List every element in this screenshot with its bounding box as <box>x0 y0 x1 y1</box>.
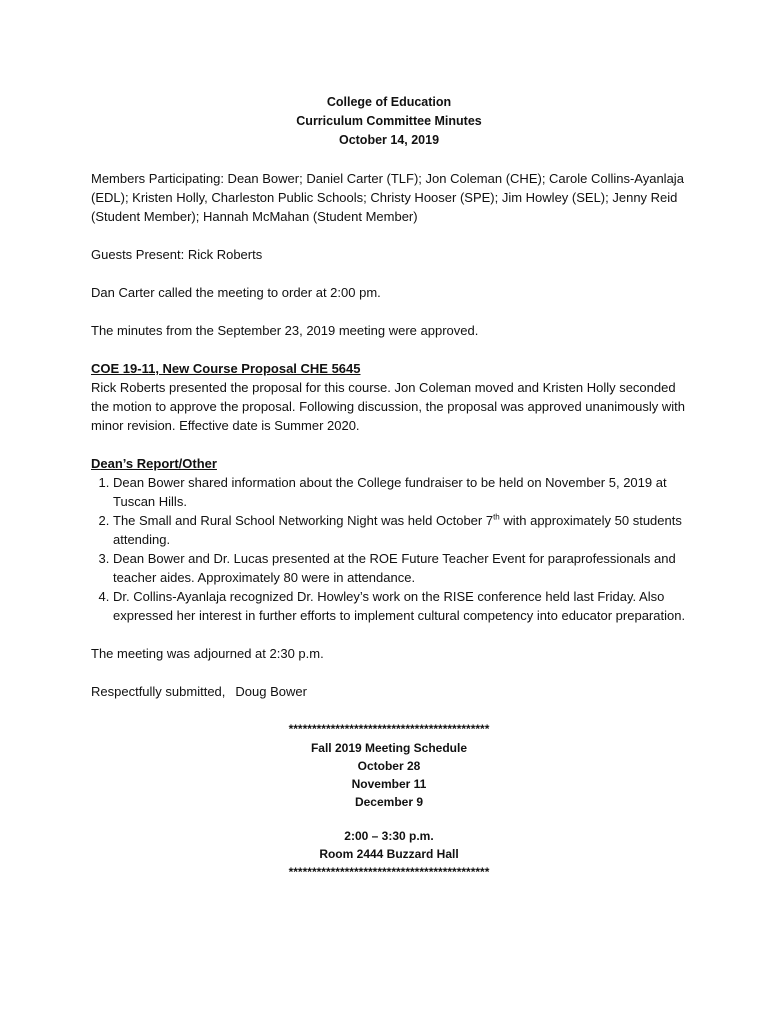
divider-bottom: ******************************************* <box>288 865 490 879</box>
signature-name: Doug Bower <box>235 684 307 699</box>
schedule-time: 2:00 – 3:30 p.m. <box>344 829 434 843</box>
deans-report-list <box>91 473 687 625</box>
deans-report-heading: Dean’s Report/Other <box>91 456 217 471</box>
schedule-title: Fall 2019 Meeting Schedule <box>310 741 468 755</box>
coe-heading: COE 19-11, New Course Proposal CHE 5645 <box>91 361 361 376</box>
list-item <box>113 511 687 549</box>
deans-report-section <box>91 454 687 625</box>
signature <box>91 682 687 701</box>
list-item-text: with approximately 50 students attending. <box>113 513 682 547</box>
members-participating: Members Participating: Dean Bower; Daniel Carter (TLF); Jon Coleman (CHE); Carole Collins-Ayanlaja (EDL); Kristen Holly, Charleston Public Schools; Christy Hooser (SPE); Jim Howley (SEL); Jenny Reid (Student Member); Hannah McMahan (Student Member) <box>91 171 684 224</box>
minutes-approved: The minutes from the September 23, 2019 meeting were approved. <box>91 323 479 338</box>
list-item: 1. Dean Bower shared information about the College fundraiser to be held on November 5, 2019 at Tuscan Hills. <box>113 473 687 511</box>
header-date: October 14, 2019 <box>338 133 440 147</box>
list-item-text: The Small and Rural School Networking Night was held October 7 <box>113 513 494 528</box>
call-to-order: Dan Carter called the meeting to order at 2:00 pm. <box>91 285 381 300</box>
header-committee: Curriculum Committee Minutes <box>296 114 482 128</box>
signature-label: Respectfully submitted, <box>91 684 226 699</box>
schedule-date: December 9 <box>354 795 424 809</box>
coe-section <box>91 359 687 435</box>
list-item: 3. Dean Bower and Dr. Lucas presented at the ROE Future Teacher Event for paraprofessionals and teacher aides. Approximately 80 were in attendance. <box>113 549 687 587</box>
header-college: College of Education <box>326 95 452 109</box>
list-item: 4. Dr. Collins-Ayanlaja recognized Dr. Howley’s work on the RISE conference held last Friday. Also expressed her interest in further efforts to implement cultural competency into educator preparation. <box>113 587 687 625</box>
schedule-date: October 28 <box>357 759 421 773</box>
ordinal-suffix: th <box>493 512 500 522</box>
meeting-schedule <box>91 720 687 882</box>
coe-body: Rick Roberts presented the proposal for this course. Jon Coleman moved and Kristen Holly seconded the motion to approve the proposal. Following discussion, the proposal was approved unanimously with minor revision. Effective date is Summer 2020. <box>91 380 686 433</box>
guests-present: Guests Present: Rick Roberts <box>91 247 263 262</box>
schedule-room: Room 2444 Buzzard Hall <box>319 847 459 861</box>
document-content <box>91 93 687 882</box>
document-header <box>91 93 687 150</box>
adjourned: The meeting was adjourned at 2:30 p.m. <box>91 646 324 661</box>
schedule-date: November 11 <box>351 777 427 791</box>
divider-top: ******************************************* <box>288 722 490 736</box>
